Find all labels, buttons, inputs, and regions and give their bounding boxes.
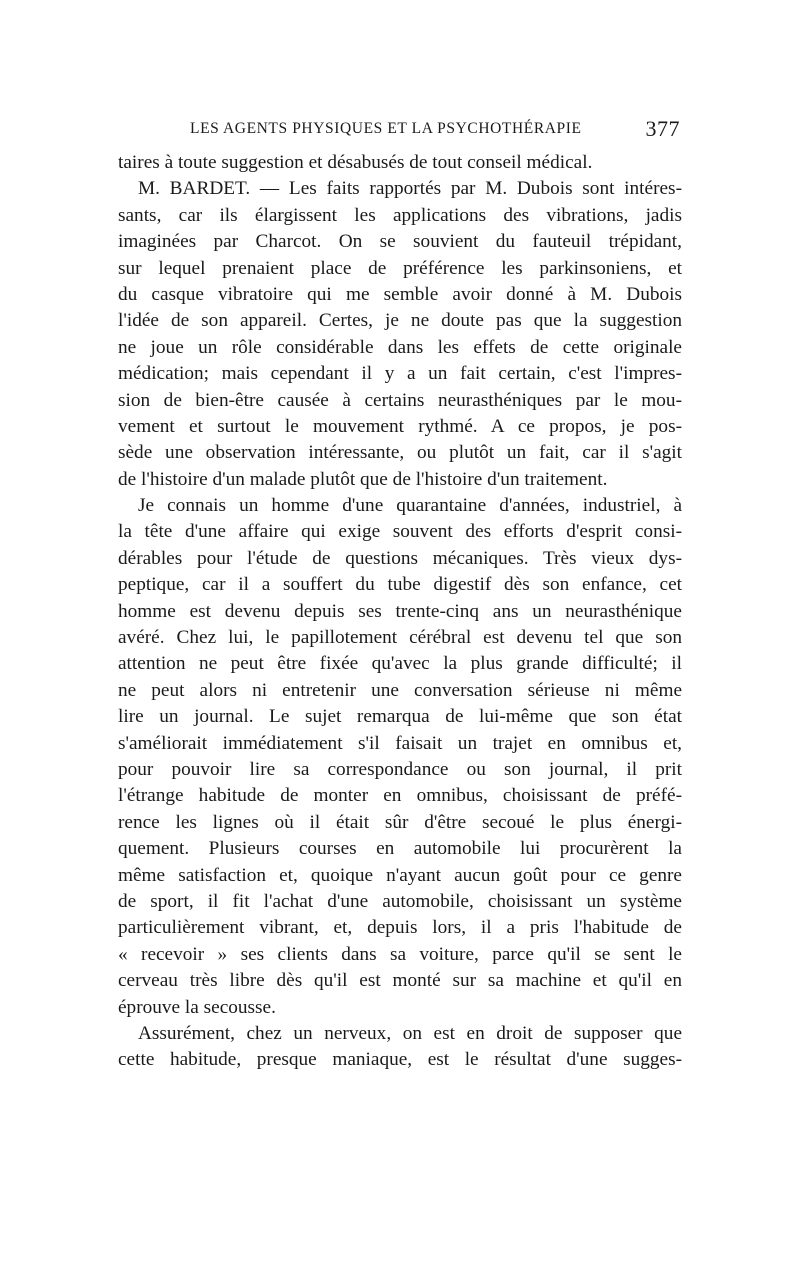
text-line: M. BARDET. — Les faits rapportés par M. Dubois sont intéres-: [138, 178, 682, 200]
text-line: pour pouvoir lire sa correspondance ou son journal, il prit: [118, 758, 682, 780]
text-line: éprouve la secousse.: [118, 996, 276, 1018]
text-line: homme est devenu depuis ses trente-cinq ans un neurasthénique: [118, 600, 682, 622]
text-line: taires à toute suggestion et désabusés de tout conseil médical.: [118, 152, 593, 173]
text-line: même satisfaction et, quoique n'ayant aucun goût pour ce genre: [118, 864, 682, 886]
text-line: Je connais un homme d'une quarantaine d'années, industriel, à: [138, 495, 682, 517]
text-line: s'améliorait immédiatement s'il faisait un trajet en omnibus et,: [118, 732, 682, 754]
text-line: cerveau très libre dès qu'il est monté sur sa machine et qu'il en: [118, 970, 682, 992]
text-line: de sport, il fit l'achat d'une automobile, choisissant un système: [118, 890, 682, 912]
text-line: dérables pour l'étude de questions mécaniques. Très vieux dys-: [118, 547, 682, 569]
text-line: peptique, car il a souffert du tube digestif dès son enfance, cet: [118, 574, 682, 596]
text-line: de l'histoire d'un malade plutôt que de l'histoire d'un traitement.: [118, 468, 608, 490]
running-title: LES AGENTS PHYSIQUES ET LA PSYCHOTHÉRAPIE: [190, 120, 582, 137]
body-text: [118, 150, 682, 1074]
text-line: sède une observation intéressante, ou plutôt un fait, car il s'agit: [118, 442, 682, 464]
text-line: sion de bien-être causée à certains neurasthéniques par le mou-: [118, 389, 682, 411]
text-line: vement et surtout le mouvement rythmé. A ce propos, je pos-: [118, 415, 682, 437]
text-line: l'idée de son appareil. Certes, je ne doute pas que la suggestion: [118, 310, 682, 332]
text-line: médication; mais cependant il y a un fait certain, c'est l'impres-: [118, 363, 682, 385]
text-line: ne peut alors ni entretenir une conversation sérieuse ni même: [118, 679, 682, 701]
text-line: l'étrange habitude de monter en omnibus, choisissant de préfé-: [118, 785, 682, 807]
text-line: particulièrement vibrant, et, depuis lors, il a pris l'habitude de: [118, 917, 682, 939]
text-line: sur lequel prenaient place de préférence les parkinsoniens, et: [118, 257, 682, 279]
running-head: [190, 118, 680, 142]
text-line: cette habitude, presque maniaque, est le résultat d'une sugges-: [118, 1049, 682, 1071]
text-line: ne joue un rôle considérable dans les effets de cette originale: [118, 336, 682, 358]
text-line: imaginées par Charcot. On se souvient du fauteuil trépidant,: [118, 231, 682, 253]
text-line: quement. Plusieurs courses en automobile lui procurèrent la: [118, 838, 682, 860]
text-line: Assurément, chez un nerveux, on est en droit de supposer que: [138, 1022, 682, 1044]
text-line: rence les lignes où il était sûr d'être secoué le plus énergi-: [118, 811, 682, 833]
text-line: la tête d'une affaire qui exige souvent des efforts d'esprit consi-: [118, 521, 682, 543]
text-line: sants, car ils élargissent les applications des vibrations, jadis: [118, 204, 682, 226]
text-line: avéré. Chez lui, le papillotement cérébral est devenu tel que son: [118, 627, 682, 649]
text-line: attention ne peut être fixée qu'avec la plus grande difficulté; il: [118, 653, 682, 675]
text-line: « recevoir » ses clients dans sa voiture, parce qu'il se sent le: [118, 943, 682, 965]
page-number: 377: [645, 116, 680, 141]
text-line: du casque vibratoire qui me semble avoir donné à M. Dubois: [118, 283, 682, 305]
text-line: lire un journal. Le sujet remarqua de lui-même que son état: [118, 706, 682, 728]
